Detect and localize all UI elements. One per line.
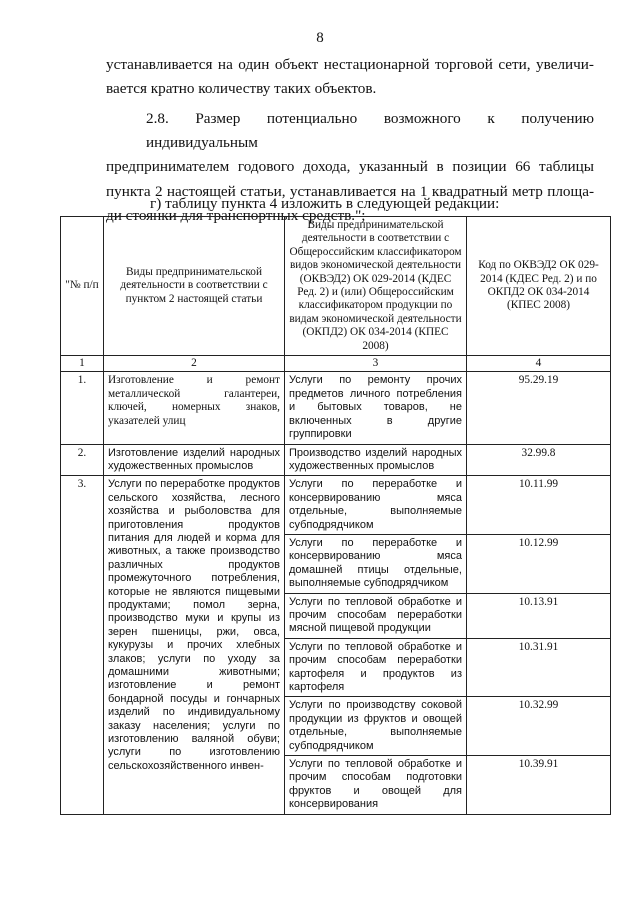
row-code: 32.99.8 xyxy=(467,444,611,476)
table-row xyxy=(61,444,611,476)
row-code: 10.11.99 xyxy=(467,476,611,535)
row-service: Услуги по переработке и консервированию мяса домашней птицы отдельные, выполняемые субподрядчиком xyxy=(285,534,467,593)
paragraph-2-line-2: предпринимателем годового дохода, указанный в позиции 66 таблицы xyxy=(106,158,594,176)
row-activity: Изготовление и ремонт металлической галантереи, ключей, номерных знаков, указателей улиц xyxy=(104,372,285,444)
row-code: 10.31.91 xyxy=(467,638,611,697)
row-num: 1. xyxy=(61,372,104,444)
paragraph-3: г) таблицу пункта 4 изложить в следующей редакции: xyxy=(150,195,500,212)
table-row xyxy=(61,476,611,535)
row-code: 10.13.91 xyxy=(467,593,611,638)
row-service: Услуги по тепловой обработке и прочим способам переработки мясной пищевой продукции xyxy=(285,593,467,638)
row-num: 3. xyxy=(61,476,104,814)
header-num: "№ п/п xyxy=(61,217,104,356)
column-number-2: 2 xyxy=(104,356,285,372)
row-activity: Услуги по переработке продуктов сельского хозяйства, лесного хозяйства и рыболовства для приготовления продуктов питания для людей и корма для животных, а также производство различных продуктов промежуточного потребления, которые не являются пищевыми продуктами; помол зерна, производство муки и крупы из зерен пшеницы, ржи, овса, кукурузы и прочих хлебных злаков; услуги по уходу за домашними животными; изготовление и ремонт бондарной посуды и гончарных изделий по индивидуальному заказу населения; услуги по изготовлению валяной обуви; услуги по изготовлению сельскохозяйственного инвен- xyxy=(104,476,285,814)
paragraph-2-line-1: 2.8. Размер потенциально возможного к получению индивидуальным xyxy=(146,110,594,152)
column-number-4: 4 xyxy=(467,356,611,372)
column-number-1: 1 xyxy=(61,356,104,372)
paragraph-2-line-3: пункта 2 настоящей статьи, устанавливается на 1 квадратный метр площа- xyxy=(106,182,594,200)
row-code: 10.12.99 xyxy=(467,534,611,593)
row-activity: Изготовление изделий народных художественных промыслов xyxy=(104,444,285,476)
header-okved: Виды предпринимательской деятельности в соответствии с Общероссийским классификатором видов экономической деятельности (ОКВЭД2) ОК 029-2014 (КДЕС Ред. 2) и (или) Общероссийским классификатором продукции по видам экономической деятельности (ОКПД2) ОК 034-2014 (КПЕС 2008) xyxy=(285,217,467,356)
row-code: 10.32.99 xyxy=(467,697,611,756)
row-code: 10.39.91 xyxy=(467,756,611,815)
table-row xyxy=(61,372,611,444)
row-service: Услуги по переработке и консервированию мяса отдельные, выполняемые субподрядчиком xyxy=(285,476,467,535)
header-code: Код по ОКВЭД2 ОК 029-2014 (КДЕС Ред. 2) и по ОКПД2 ОК 034-2014 (КПЕС 2008) xyxy=(467,217,611,356)
row-service: Услуги по производству соковой продукции из фруктов и овощей отдельные, выполняемые субподрядчиком xyxy=(285,697,467,756)
row-code: 95.29.19 xyxy=(467,372,611,444)
table-header-row xyxy=(61,217,611,356)
activities-table xyxy=(60,216,611,815)
column-number-row xyxy=(61,356,611,372)
page-number: 8 xyxy=(316,30,324,46)
row-service: Услуги по тепловой обработке и прочим способам подготовки фруктов и овощей для консервирования xyxy=(285,756,467,815)
paragraph-1-line-2: вается кратно количеству таких объектов. xyxy=(106,80,377,97)
row-service: Услуги по тепловой обработке и прочим способам переработки картофеля и продуктов из картофеля xyxy=(285,638,467,697)
paragraph-1-line-1: устанавливается на один объект нестационарной торговой сети, увеличи- xyxy=(106,56,594,73)
header-activity: Виды предпринимательской деятельности в соответствии с пунктом 2 настоящей статьи xyxy=(104,217,285,356)
column-number-3: 3 xyxy=(285,356,467,372)
row-service: Производство изделий народных художественных промыслов xyxy=(285,444,467,476)
paragraph-2-line-4: ди стоянки для транспортных средств."; xyxy=(106,206,366,224)
row-service: Услуги по ремонту прочих предметов личного потребления и бытовых товаров, не включенных в другие группировки xyxy=(285,372,467,444)
row-num: 2. xyxy=(61,444,104,476)
